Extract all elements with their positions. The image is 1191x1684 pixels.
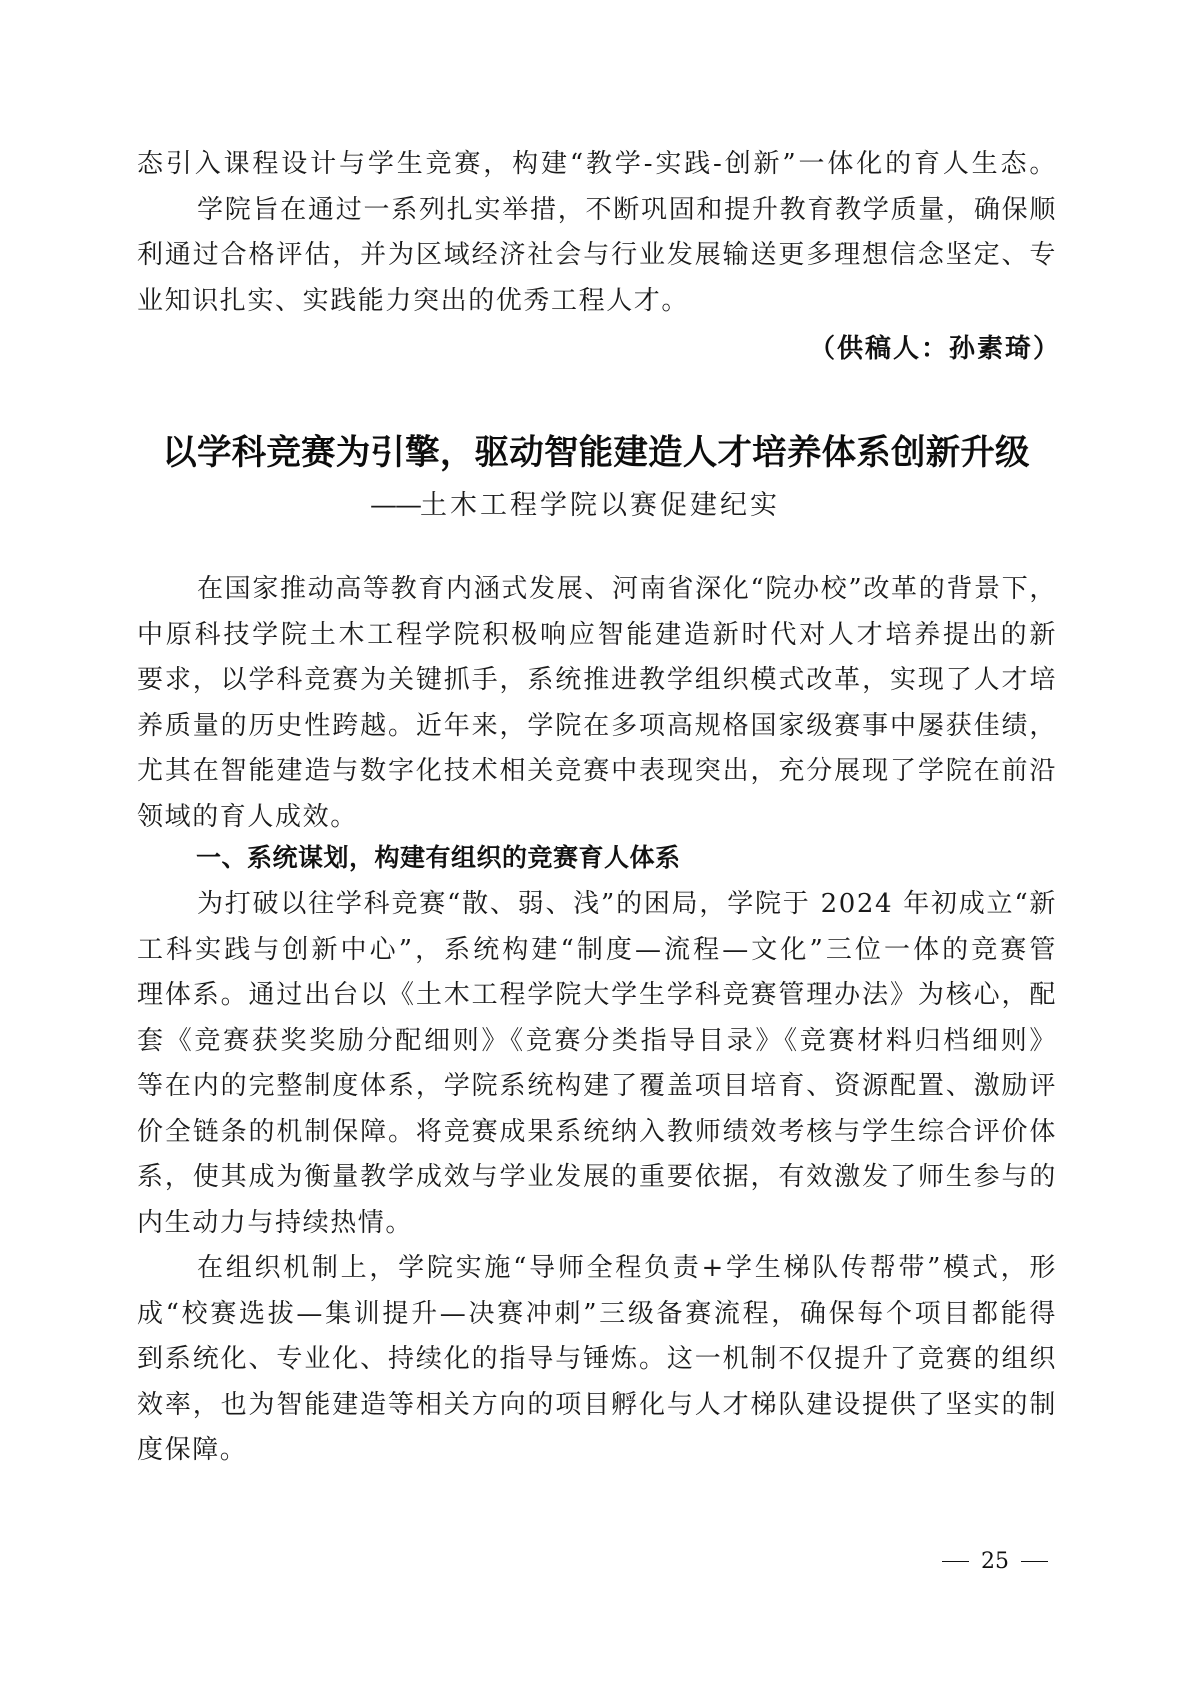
body-line: 要求，以学科竞赛为关键抓手，系统推进教学组织模式改革，实现了人才培 — [137, 665, 1057, 695]
page-number — [942, 1549, 1048, 1574]
body-line: 价全链条的机制保障。将竞赛成果系统纳入教师绩效考核与学生综合评价体 — [137, 1116, 1057, 1147]
page-number-left-rule — [942, 1561, 969, 1563]
page-number-right-rule — [1021, 1561, 1048, 1563]
body-line: 利通过合格评估，并为区域经济社会与行业发展输送更多理想信念坚定、专 — [137, 240, 1057, 270]
article-title: 以学科竞赛为引擎，驱动智能建造人才培养体系创新升级 — [162, 433, 1030, 473]
section-1-paragraph-1 — [137, 882, 1057, 1246]
body-line: 在组织机制上，学院实施“导师全程负责+学生梯队传帮带”模式，形 — [197, 1253, 1057, 1283]
section-1-paragraph-2 — [137, 1246, 1057, 1474]
body-line: 为打破以往学科竞赛“散、弱、浅”的困局，学院于 2024 年初成立“新 — [197, 889, 1057, 919]
body-line: 效率，也为智能建造等相关方向的项目孵化与人才梯队建设提供了坚实的制 — [137, 1389, 1057, 1420]
body-line: 等在内的完整制度体系，学院系统构建了覆盖项目培育、资源配置、激励评 — [137, 1071, 1057, 1101]
body-line: 领域的育人成效。 — [137, 801, 358, 832]
body-line: 理体系。通过出台以《土木工程学院大学生学科竞赛管理办法》为核心，配 — [137, 980, 1057, 1010]
previous-article-text — [137, 142, 1057, 324]
intro-paragraph — [137, 567, 1057, 840]
body-line: 态引入课程设计与学生竞赛，构建“教学-实践-创新”一体化的育人生态。 — [137, 149, 1057, 179]
body-line: 度保障。 — [137, 1435, 248, 1465]
body-line: 学院旨在通过一系列扎实举措，不断巩固和提升教育教学质量，确保顺 — [197, 194, 1057, 225]
body-line: 在国家推动高等教育内涵式发展、河南省深化“院办校”改革的背景下， — [197, 574, 1057, 604]
article-subtitle — [370, 483, 780, 522]
page-number-value: 25 — [981, 1549, 1009, 1574]
body-line: 内生动力与持续热情。 — [137, 1207, 414, 1238]
body-line: 工科实践与创新中心”，系统构建“制度—流程—文化”三位一体的竞赛管 — [137, 934, 1057, 965]
body-line: 成“校赛选拔—集训提升—决赛冲刺”三级备赛流程，确保每个项目都能得 — [137, 1298, 1057, 1329]
section-heading: 一、系统谋划，构建有组织的竞赛育人体系 — [196, 843, 681, 872]
body-line: 到系统化、专业化、持续化的指导与锤炼。这一机制不仅提升了竞赛的组织 — [137, 1344, 1057, 1374]
body-line: 套《竞赛获奖奖励分配细则》《竞赛分类指导目录》《竞赛材料归档细则》 — [137, 1025, 1057, 1056]
body-line: 业知识扎实、实践能力突出的优秀工程人才。 — [137, 285, 690, 316]
body-line: 中原科技学院土木工程学院积极响应智能建造新时代对人才培养提出的新 — [137, 619, 1057, 650]
body-line: 系，使其成为衡量教学成效与学业发展的重要依据，有效激发了师生参与的 — [137, 1162, 1057, 1192]
subtitle-text: 土木工程学院以赛促建纪实 — [420, 490, 780, 521]
body-line: 养质量的历史性跨越。近年来，学院在多项高规格国家级赛事中屡获佳绩， — [137, 710, 1057, 741]
subtitle-dash: —— — [370, 490, 420, 521]
body-line: 尤其在智能建造与数字化技术相关竞赛中表现突出，充分展现了学院在前沿 — [137, 756, 1057, 786]
author-credit: （供稿人：孙素琦） — [808, 334, 1061, 364]
